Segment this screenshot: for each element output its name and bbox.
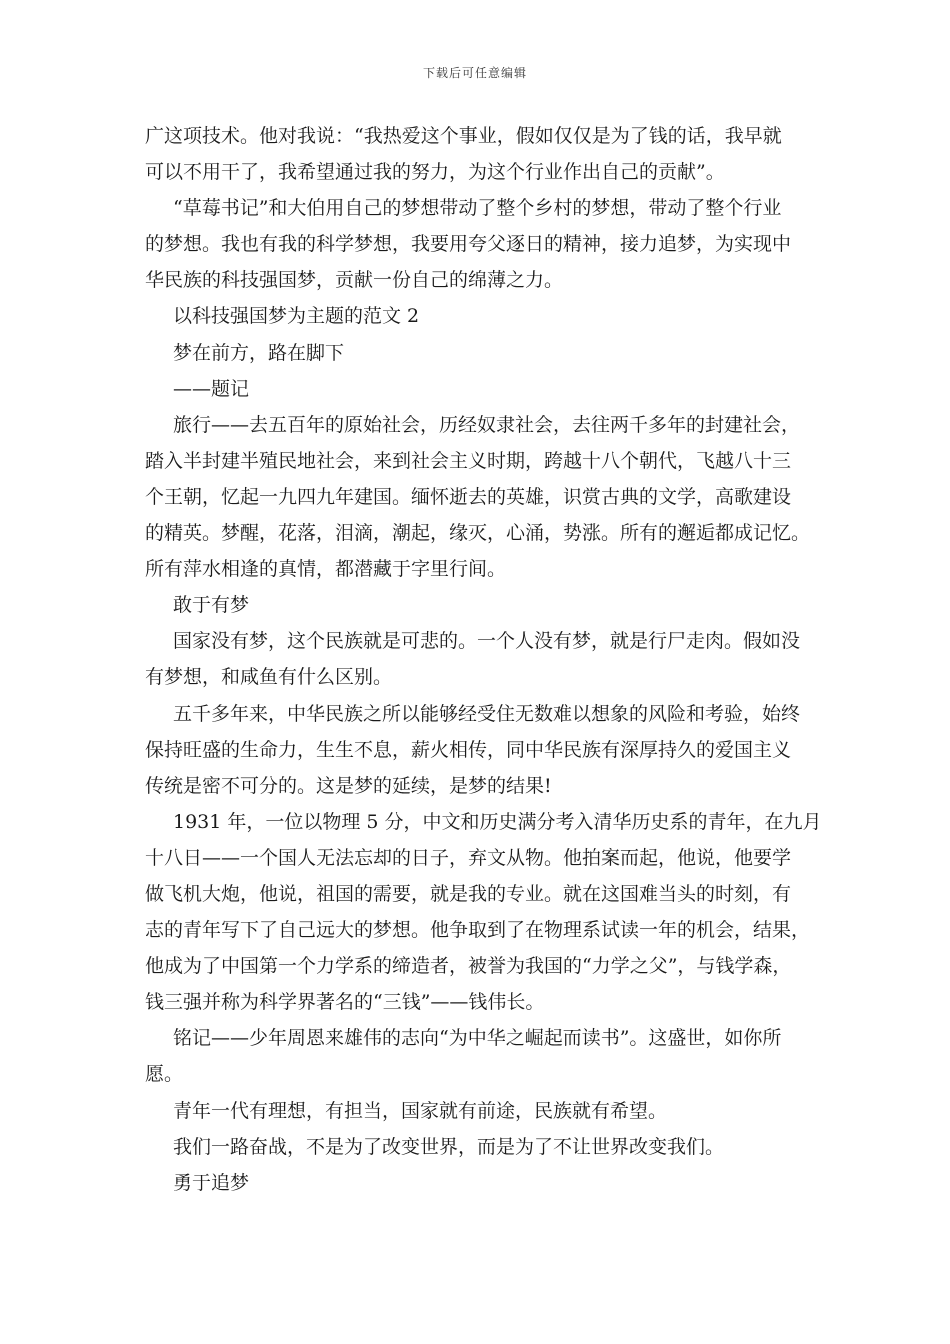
text-line: 可以不用干了，我希望通过我的努力，为这个行业作出自己的贡献”。 <box>145 161 725 184</box>
text-line: 的精英。梦醒，花落，泪滴，潮起，缘灭，心涌，势涨。所有的邂逅都成记忆。 <box>145 522 811 545</box>
text-line: 有梦想，和咸鱼有什么区别。 <box>145 666 393 689</box>
text-line: 的梦想。我也有我的科学梦想，我要用夸父逐日的精神，接力追梦，为实现中 <box>145 233 792 256</box>
text-line: 我们一路奋战，不是为了改变世界，而是为了不让世界改变我们。 <box>173 1135 725 1158</box>
text-line: 华民族的科技强国梦，贡献一份自己的绵薄之力。 <box>145 269 564 292</box>
text-line: 做飞机大炮，他说，祖国的需要，就是我的专业。就在这国难当头的时刻，有 <box>145 882 792 905</box>
text-line: 1931 年，一位以物理 5 分，中文和历史满分考入清华历史系的青年，在九月 <box>173 810 822 833</box>
text-line: 踏入半封建半殖民地社会，来到社会主义时期，跨越十八个朝代，飞越八十三 <box>145 449 792 472</box>
text-line: 国家没有梦，这个民族就是可悲的。一个人没有梦，就是行尸走肉。假如没 <box>173 630 801 653</box>
text-line: 广这项技术。他对我说：“我热爱这个事业，假如仅仅是为了钱的话，我早就 <box>145 125 782 147</box>
text-line: 旅行——去五百年的原始社会，历经奴隶社会，去往两千多年的封建社会， <box>173 413 801 436</box>
text-line: 钱三强并称为科学界著名的“三钱”——钱伟长。 <box>145 991 545 1014</box>
text-line: 梦在前方，路在脚下 <box>173 341 345 364</box>
text-line: 愿。 <box>145 1063 184 1086</box>
text-line: 志的青年写下了自己远大的梦想。他争取到了在物理系试读一年的机会，结果， <box>145 919 811 942</box>
text-line: 他成为了中国第一个力学系的缔造者，被誉为我国的“力学之父”，与钱学森， <box>145 955 792 978</box>
text-line: 五千多年来，中华民族之所以能够经受住无数难以想象的风险和考验，始终 <box>173 702 801 725</box>
text-line: 十八日——一个国人无法忘却的日子，弃文从物。他拍案而起，他说，他要学 <box>145 846 792 869</box>
subheading: 勇于追梦 <box>173 1171 250 1194</box>
text-line: ——题记 <box>173 377 250 400</box>
section-title: 以科技强国梦为主题的范文 2 <box>173 305 420 328</box>
text-line: 青年一代有理想，有担当，国家就有前途，民族就有希望。 <box>173 1099 668 1122</box>
text-line: “草莓书记”和大伯用自己的梦想带动了整个乡村的梦想，带动了整个行业 <box>173 197 782 220</box>
text-line: 所有萍水相逢的真情，都潜藏于字里行间。 <box>145 558 507 581</box>
subheading: 敢于有梦 <box>173 594 250 617</box>
text-line: 传统是密不可分的。这是梦的延续，是梦的结果! <box>145 774 552 797</box>
text-line: 铭记——少年周恩来雄伟的志向“为中华之崛起而读书”。这盛世，如你所 <box>173 1027 782 1050</box>
document-body <box>145 118 825 1201</box>
text-line: 保持旺盛的生命力，生生不息，薪火相传，同中华民族有深厚持久的爱国主义 <box>145 738 792 761</box>
text-line: 个王朝，忆起一九四九年建国。缅怀逝去的英雄，识赏古典的文学，高歌建设 <box>145 485 792 508</box>
page-header: 下载后可任意编辑 <box>422 66 527 80</box>
